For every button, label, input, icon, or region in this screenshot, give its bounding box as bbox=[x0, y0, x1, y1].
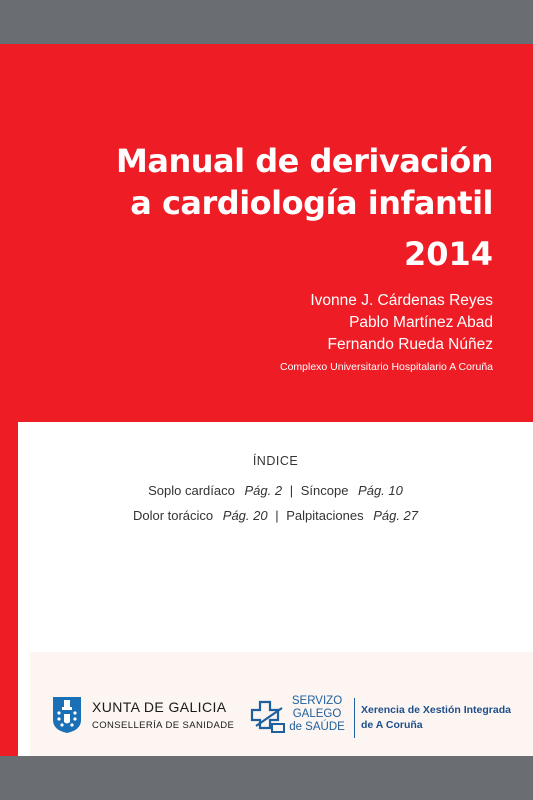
document-cover bbox=[0, 44, 533, 756]
index-separator: | bbox=[275, 508, 279, 523]
sergas-line: GALEGO bbox=[292, 708, 342, 720]
index-row bbox=[18, 503, 533, 528]
sergas-line: SERVIZO bbox=[291, 695, 343, 707]
index-topic: Síncope bbox=[300, 483, 349, 498]
index-topic: Dolor torácico bbox=[132, 508, 214, 523]
sergas-name bbox=[286, 695, 348, 734]
footer-logos bbox=[30, 652, 533, 756]
xerencia-line: de A Coruña bbox=[361, 719, 423, 731]
index-title: ÍNDICE bbox=[252, 454, 299, 468]
author-name: Fernando Rueda Núñez bbox=[327, 336, 493, 353]
institution-name: Complexo Universitario Hospitalario A Coruña bbox=[279, 361, 493, 373]
xunta-name: XUNTA DE GALICIA bbox=[92, 699, 227, 715]
sergas-line: de SAÚDE bbox=[289, 721, 345, 733]
sergas-logo-icon bbox=[250, 700, 288, 734]
document-title bbox=[116, 140, 493, 224]
index-topic: Palpitaciones bbox=[286, 508, 364, 523]
xerencia-line: Xerencia de Xestión Integrada bbox=[361, 704, 511, 716]
title-line-2: a cardiología infantil bbox=[130, 184, 493, 222]
galicia-coat-of-arms-icon bbox=[52, 696, 82, 734]
author-name: Ivonne J. Cárdenas Reyes bbox=[310, 292, 493, 309]
author-name: Pablo Martínez Abad bbox=[349, 314, 493, 331]
xunta-department: CONSELLERÍA DE SANIDADE bbox=[92, 720, 235, 731]
table-of-contents bbox=[18, 454, 533, 528]
red-left-stripe bbox=[0, 422, 18, 756]
xerencia-name bbox=[361, 703, 511, 733]
title-line-1: Manual de derivación bbox=[116, 142, 493, 180]
index-row bbox=[18, 478, 533, 503]
index-page-ref: Pág. 20 bbox=[222, 508, 268, 523]
index-separator: | bbox=[289, 483, 294, 498]
authors-list bbox=[310, 290, 493, 356]
index-page-ref: Pág. 27 bbox=[373, 508, 419, 523]
index-page-ref: Pág. 2 bbox=[244, 483, 283, 498]
footer-divider bbox=[354, 698, 355, 738]
index-topic: Soplo cardíaco bbox=[148, 483, 235, 498]
document-year: 2014 bbox=[403, 235, 493, 273]
index-page-ref: Pág. 10 bbox=[358, 483, 403, 498]
